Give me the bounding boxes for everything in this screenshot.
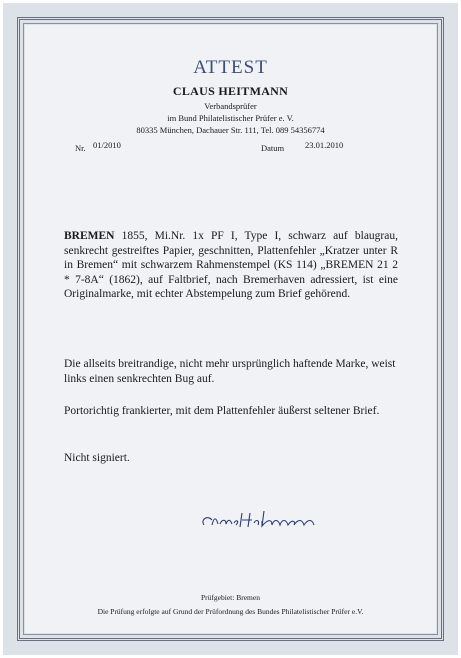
examination-area: Prüfgebiet: Bremen <box>201 593 260 602</box>
paragraph-condition: Die allseits breitrandige, nicht mehr ursprünglich haftende Marke, weist links einen senkrechten Bug auf. <box>64 358 396 385</box>
handwritten-signature <box>198 505 378 535</box>
date-label: Datum <box>261 143 285 153</box>
examiner-name: CLAUS HEITMANN <box>172 84 289 98</box>
certificate-title: ATTEST <box>193 57 268 78</box>
examination-rules-note: Die Prüfung erfolgte auf Grund der Prüfordnung des Bundes Philatelistischer Prüfer e.V. <box>97 607 364 616</box>
examiner-role: Verbandsprüfer <box>204 101 257 111</box>
paragraph-rarity: Portorichtig frankierter, mit dem Plattenfehler äußerst seltener Brief. <box>64 405 380 417</box>
examiner-association: im Bund Philatelistischer Prüfer e. V. <box>167 113 294 123</box>
stamp-origin: BREMEN <box>64 230 115 242</box>
examiner-address: 80335 München, Dachauer Str. 111, Tel. 089 54356774 <box>136 125 325 135</box>
description-text: 1855, Mi.Nr. 1x PF I, Type I, schwarz auf blaugrau, senkrecht gestreiftes Papier, geschnitten, Plattenfehler „Kratzer unter R in Bremen“ mit schwarzem Rahmenstempel (KS 114) „BREMEN 21 2 * 7-8A“ (1862), auf Faltbrief, nach Bremerhaven adressiert, ist eine Originalmarke, mit echter Abstempelung zum Brief gehörend. <box>64 230 398 301</box>
nr-label: Nr. <box>75 143 86 153</box>
paragraph-description <box>64 229 398 302</box>
paragraph-signed: Nicht signiert. <box>64 452 130 464</box>
nr-value: 01/2010 <box>93 140 121 150</box>
number-date-row <box>75 140 375 156</box>
date-value: 23.01.2010 <box>305 140 344 150</box>
